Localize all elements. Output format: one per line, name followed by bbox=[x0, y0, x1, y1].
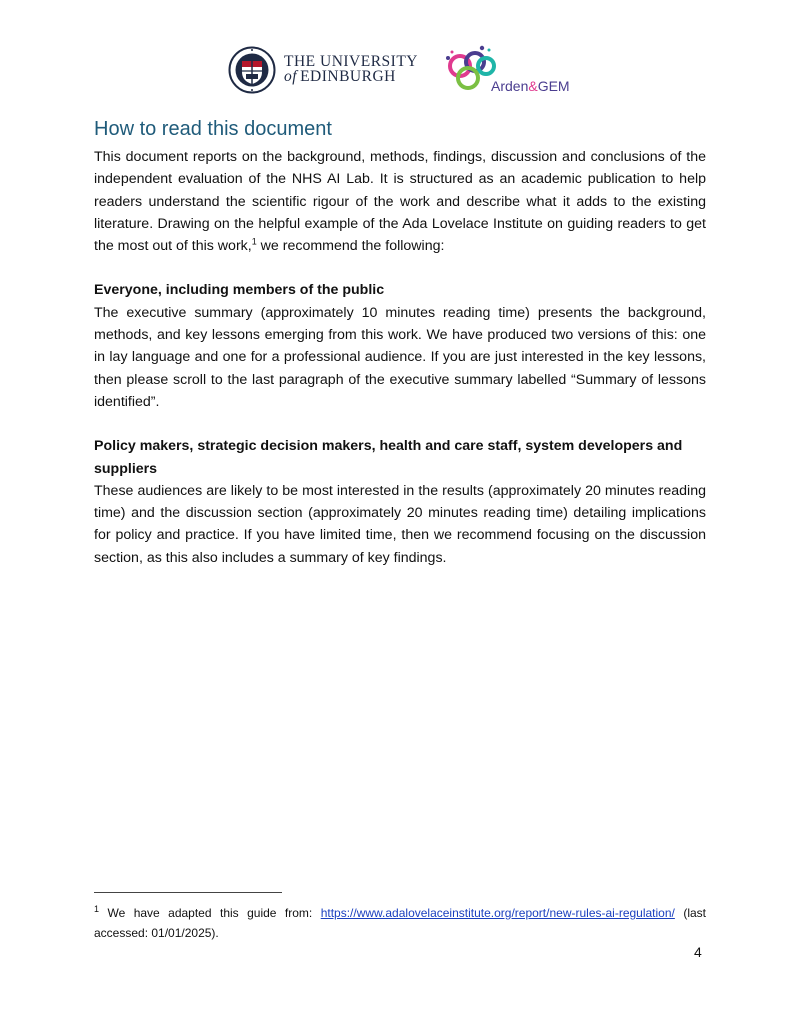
main-content bbox=[94, 118, 706, 569]
arden-gem-wordmark bbox=[491, 78, 570, 94]
university-line-2 bbox=[284, 69, 418, 84]
section-text-policy: These audiences are likely to be most interested in the results (approximately 20 minutes reading time) and the discussion section (approximately 20 minutes reading time) detailing implications for policy and practice. If you have limited time, then we recommend focusing on the discussion section, as this also includes a summary of key findings. bbox=[94, 482, 706, 566]
header-logos bbox=[0, 40, 800, 100]
university-crest-icon bbox=[228, 46, 276, 94]
partner-name: Arden bbox=[491, 78, 529, 94]
intro-text: This document reports on the background, methods, findings, discussion and conclusions of the independent evaluation of the NHS AI Lab. It is structured as an academic publication to help readers understand the scientific rigour of the work and describe what it adds to the existing literature. Drawing on the helpful example of the Ada Lovelace Institute on guiding readers to get the most out of this work, bbox=[94, 149, 706, 255]
footnote-link[interactable]: https://www.adalovelaceinstitute.org/report/new-rules-ai-regulation/ bbox=[320, 906, 675, 920]
partner-ampersand: & bbox=[528, 78, 538, 94]
university-line-1: THE UNIVERSITY bbox=[284, 53, 418, 70]
footnote-number: 1 bbox=[94, 904, 100, 914]
page-number: 4 bbox=[694, 944, 702, 960]
partner-suffix: GEM bbox=[537, 78, 570, 94]
footnote-reference[interactable]: 1 bbox=[251, 236, 257, 247]
section-heading-public: Everyone, including members of the public bbox=[94, 282, 385, 299]
university-wordmark bbox=[284, 54, 418, 84]
footnote-divider bbox=[94, 892, 282, 893]
university-name: EDINBURGH bbox=[300, 68, 396, 85]
page-title: How to read this document bbox=[94, 118, 332, 140]
footnote bbox=[94, 903, 706, 943]
intro-text-end: we recommend the following: bbox=[256, 238, 445, 255]
footnote-text-end: (last accessed: 01/01/2025). bbox=[94, 906, 706, 940]
footnote-text: We have adapted this guide from: bbox=[99, 906, 321, 920]
intro-paragraph bbox=[94, 146, 706, 257]
section-text-public: The executive summary (approximately 10 minutes reading time) presents the background, methods, and key lessons emerging from this work. We have produced two versions of this: one in lay language and one for a professional audience. If you are just interested in the key lessons, then please scroll to the last paragraph of the executive summary labelled “Summary of lessons identified”. bbox=[94, 304, 706, 410]
section-heading-policy: Policy makers, strategic decision makers, health and care staff, system developers and suppliers bbox=[94, 438, 683, 477]
university-of: of bbox=[284, 68, 298, 85]
